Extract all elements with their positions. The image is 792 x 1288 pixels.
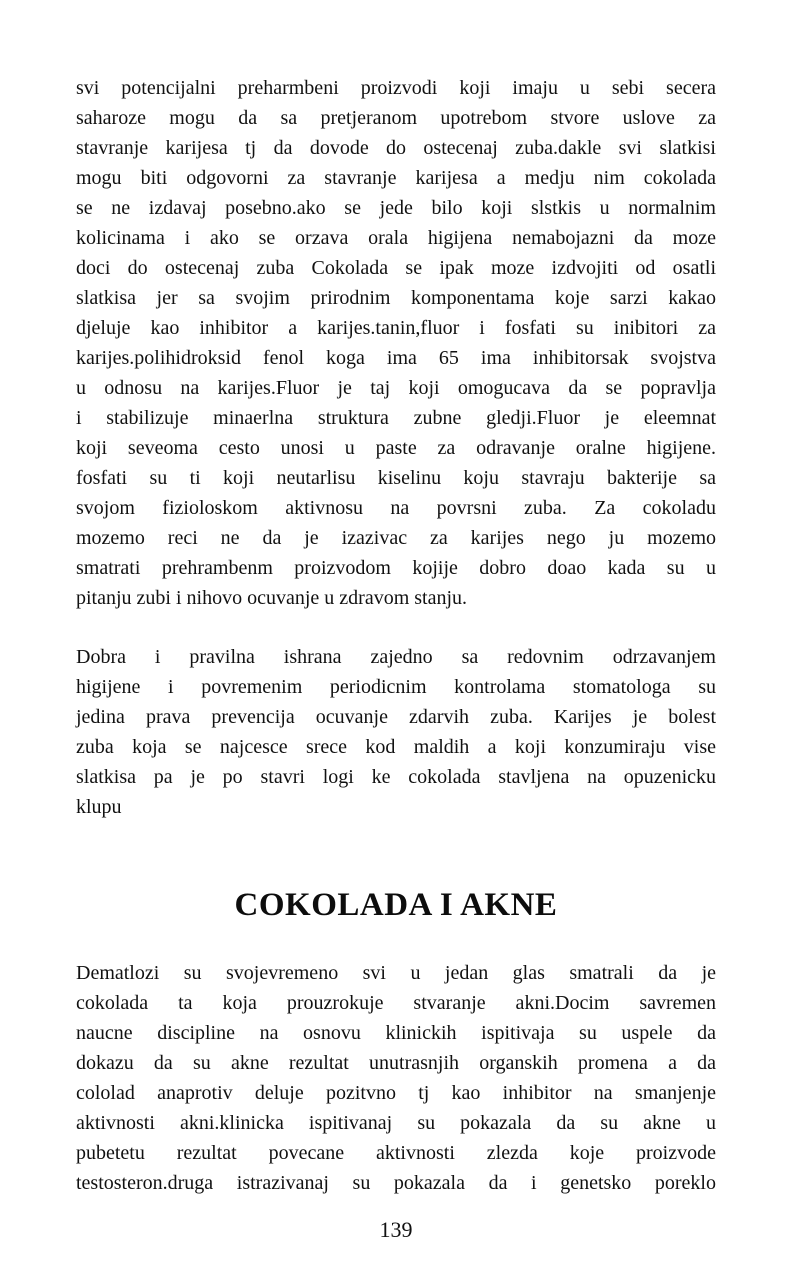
text-line: i stabilizuje minaerlna struktura zubne gledji.Fluor je eleemnat — [76, 407, 716, 429]
text-line: djeluje kao inhibitor a karijes.tanin,fluor i fosfati su inibitori za — [76, 317, 716, 339]
text-line: higijene i povremenim periodicnim kontrolama stomatologa su — [76, 676, 716, 698]
text-line: koji seveoma cesto unosi u paste za odravanje oralne higijene. — [76, 437, 716, 459]
paragraph-prevention — [76, 642, 716, 822]
paragraph-caries — [76, 73, 716, 613]
section-heading: COKOLADA I AKNE — [234, 887, 558, 923]
text-line: u odnosu na karijes.Fluor je taj koji omogucava da se popravlja — [76, 377, 716, 399]
text-line: mozemo reci ne da je izazivac za karijes nego ju mozemo — [76, 527, 716, 549]
text-line: pubetetu rezultat povecane aktivnosti zlezda koje proizvode — [76, 1142, 716, 1164]
text-line: se ne izdavaj posebno.ako se jede bilo koji slstkis u normalnim — [76, 197, 716, 219]
text-line: cololad anaprotiv deluje pozitvno tj kao inhibitor na smanjenje — [76, 1082, 716, 1104]
text-line: cokolada ta koja prouzrokuje stvaranje akni.Docim savremen — [76, 992, 716, 1014]
text-line: doci do ostecenaj zuba Cokolada se ipak moze izdvojiti od osatli — [76, 257, 716, 279]
text-line: testosteron.druga istrazivanaj su pokazala da i genetsko poreklo — [76, 1172, 716, 1194]
text-line: zuba koja se najcesce srece kod maldih a koji konzumiraju vise — [76, 736, 716, 758]
text-line: slatkisa jer sa svojim prirodnim komponentama koje sarzi kakao — [76, 287, 716, 309]
text-line: stavranje karijesa tj da dovode do ostecenaj zuba.dakle svi slatkisi — [76, 137, 716, 159]
text-line: jedina prava prevencija ocuvanje zdarvih zuba. Karijes je bolest — [76, 706, 716, 728]
text-line: Dematlozi su svojevremeno svi u jedan glas smatrali da je — [76, 962, 716, 984]
text-line: mogu biti odgovorni za stavranje karijesa a medju nim cokolada — [76, 167, 716, 189]
paragraph-acne — [76, 958, 716, 1198]
text-line: smatrati prehrambenm proizvodom kojije dobro doao kada su u — [76, 557, 716, 579]
text-block — [76, 73, 716, 1198]
text-line: svi potencijalni preharmbeni proizvodi koji imaju u sebi secera — [76, 77, 716, 99]
text-line: karijes.polihidroksid fenol koga ima 65 ima inhibitorsak svojstva — [76, 347, 716, 369]
text-line: kolicinama i ako se orzava orala higijena nemabojazni da moze — [76, 227, 716, 249]
text-line: dokazu da su akne rezultat unutrasnjih organskih promena a da — [76, 1052, 716, 1074]
text-line: saharoze mogu da sa pretjeranom upotrebom stvore uslove za — [76, 107, 716, 129]
text-line: svojom fizioloskom aktivnosu na povrsni zuba. Za cokoladu — [76, 497, 716, 519]
text-line: naucne discipline na osnovu klinickih ispitivaja su uspele da — [76, 1022, 716, 1044]
text-line: fosfati su ti koji neutarlisu kiselinu koju stavraju bakterije sa — [76, 467, 716, 489]
page-number: 139 — [379, 1217, 413, 1242]
text-line: slatkisa pa je po stavri logi ke cokolada stavljena na opuzenicku — [76, 766, 716, 788]
text-line: klupu — [76, 796, 122, 818]
text-line: aktivnosti akni.klinicka ispitivanaj su pokazala da su akne u — [76, 1112, 716, 1134]
text-line: pitanju zubi i nihovo ocuvanje u zdravom stanju. — [76, 587, 468, 609]
text-line: Dobra i pravilna ishrana zajedno sa redovnim odrzavanjem — [76, 646, 716, 668]
